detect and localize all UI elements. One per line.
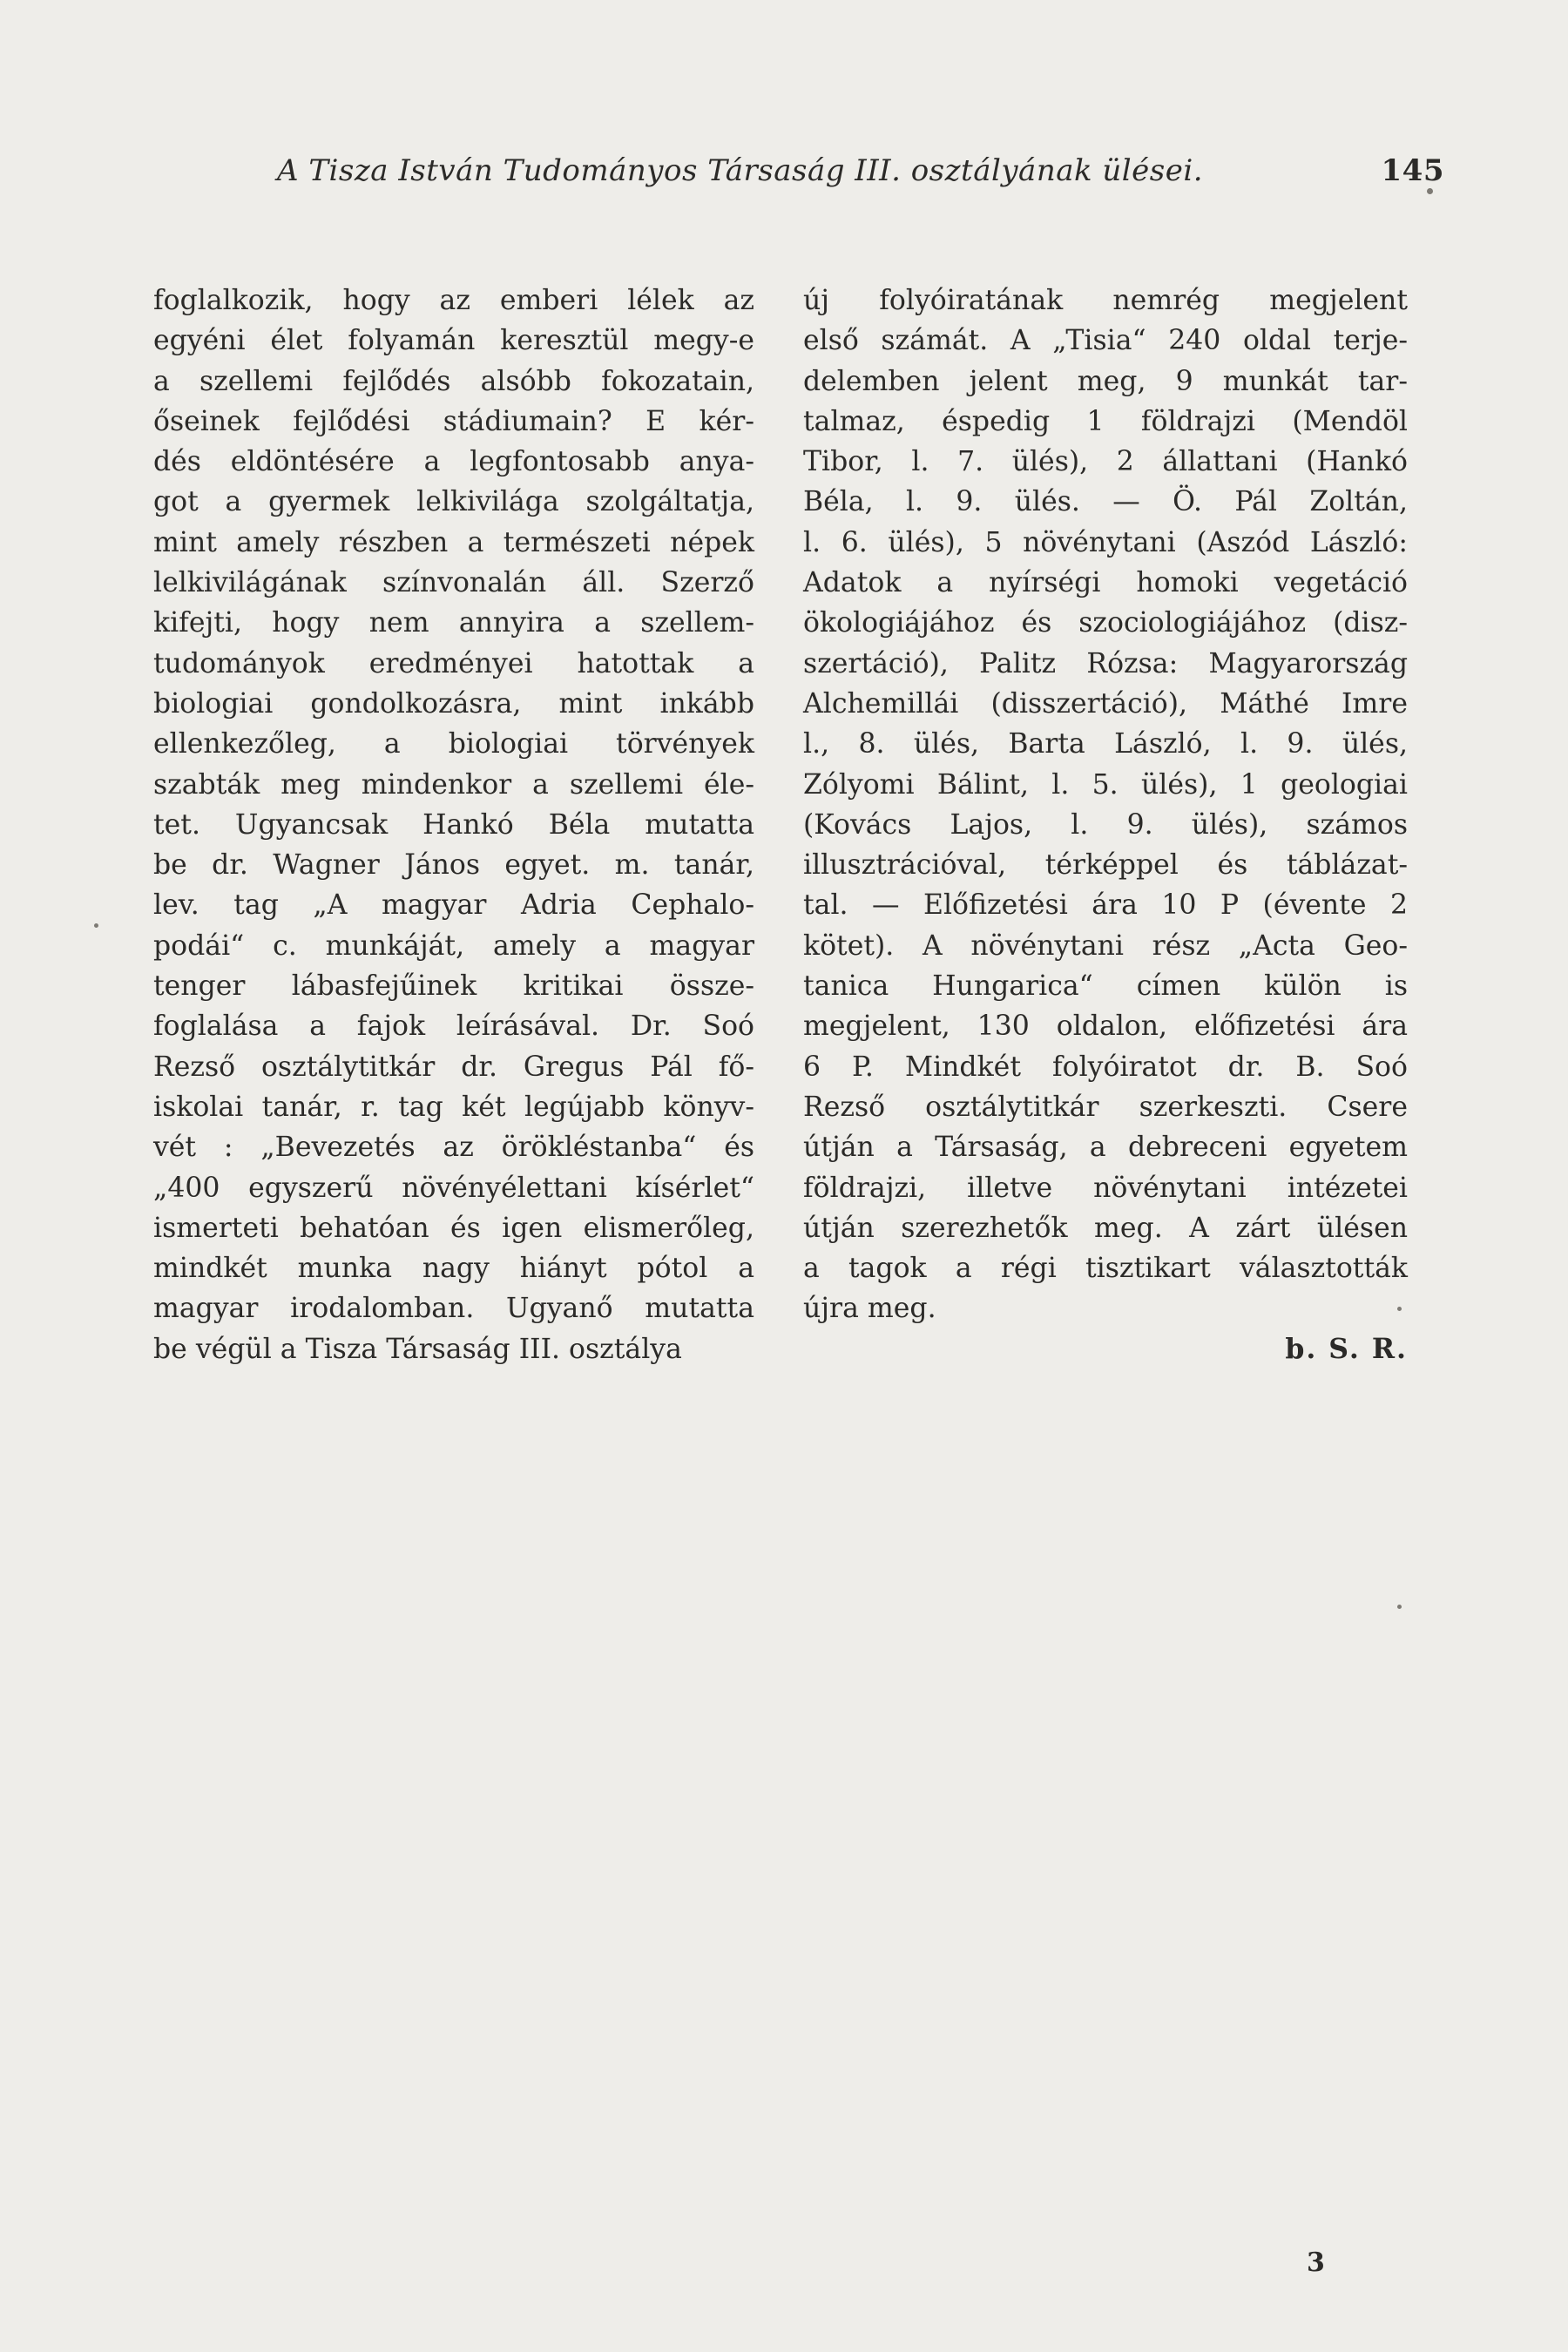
page-number: 145 [1381, 153, 1444, 188]
text-line: foglalkozik, hogy az emberi lélek az [153, 285, 754, 316]
text-line: biologiai gondolkozásra, mint inkább [153, 687, 754, 720]
text-line: iskolai tanár, r. tag két legújabb könyv- [153, 1091, 754, 1123]
text-line: első számát. A „Tisia“ 240 oldal terje- [803, 325, 1408, 357]
text-line: magyar irodalomban. Ugyanő mutatta [153, 1293, 754, 1325]
text-line: Zólyomi Bálint, l. 5. ülés), 1 geologiai [803, 768, 1408, 801]
text-line: útján a Társaság, a debreceni egyetem [803, 1132, 1408, 1164]
text-line: tudományok eredményei hatottak a [153, 647, 754, 679]
text-line: podái“ c. munkáját, amely a magyar [153, 929, 754, 962]
text-line: Rezső osztálytitkár szerkeszti. Csere [803, 1091, 1408, 1123]
text-line: földrajzi, illetve növénytani intézetei [803, 1172, 1408, 1204]
text-line: vét : „Bevezetés az örökléstanba“ és [153, 1132, 754, 1164]
print-speck [94, 923, 98, 928]
text-line: kifejti, hogy nem annyira a szellem- [153, 607, 754, 639]
signature: b. S. R. [1285, 1332, 1408, 1365]
text-line: talmaz, éspedig 1 földrajzi (Mendöl [803, 405, 1408, 437]
text-line: „400 egyszerű növényélettani kísérlet“ [153, 1172, 754, 1204]
text-line: Béla, l. 9. ülés. — Ö. Pál Zoltán, [803, 486, 1408, 518]
text-line: (Kovács Lajos, l. 9. ülés), számos [803, 808, 1408, 841]
text-line: egyéni élet folyamán keresztül megy-e [153, 325, 754, 357]
text-line: got a gyermek lelkivilága szolgáltatja, [153, 486, 754, 518]
text-line: dés eldöntésére a legfontosabb anya- [153, 446, 754, 478]
text-line: új folyóiratának nemrég megjelent [803, 285, 1408, 316]
text-line: ellenkezőleg, a biologiai törvények [153, 728, 754, 760]
text-line: megjelent, 130 oldalon, előfizetési ára [803, 1010, 1408, 1043]
text-line: őseinek fejlődési stádiumain? E kér- [153, 405, 754, 437]
text-line: újra meg. [803, 1293, 936, 1325]
text-line: tenger lábasfejűinek kritikai össze- [153, 970, 754, 1003]
text-line: be dr. Wagner János egyet. m. tanár, [153, 849, 754, 882]
text-line: tet. Ugyancsak Hankó Béla mutatta [153, 808, 754, 841]
text-line: Alchemillái (disszertáció), Máthé Imre [803, 687, 1408, 720]
text-line: 6 P. Mindkét folyóiratot dr. B. Soó [803, 1051, 1408, 1083]
text-line: a szellemi fejlődés alsóbb fokozatain, [153, 365, 754, 397]
text-line: Tibor, l. 7. ülés), 2 állattani (Hankó [803, 446, 1408, 478]
print-speck [1397, 1307, 1402, 1311]
sheet-number: 3 [1307, 2247, 1325, 2278]
running-title: A Tisza István Tudományos Társaság III. osztályának ülései. [277, 153, 1204, 188]
text-line: lev. tag „A magyar Adria Cephalo- [153, 889, 754, 922]
text-line: tanica Hungarica“ címen külön is [803, 970, 1408, 1003]
text-line: mint amely részben a természeti népek [153, 526, 754, 558]
text-line: Rezső osztálytitkár dr. Gregus Pál fő- [153, 1051, 754, 1083]
text-line: útján szerezhetők meg. A zárt ülésen [803, 1212, 1408, 1244]
text-line: tal. — Előfizetési ára 10 P (évente 2 [803, 889, 1408, 922]
text-line: ismerteti behatóan és igen elismerőleg, [153, 1212, 754, 1244]
text-line: szabták meg mindenkor a szellemi éle- [153, 768, 754, 801]
text-line: Adatok a nyírségi homoki vegetáció [803, 567, 1408, 599]
text-line: delemben jelent meg, 9 munkát tar- [803, 365, 1408, 397]
print-speck [1427, 188, 1433, 194]
text-line: mindkét munka nagy hiányt pótol a [153, 1253, 754, 1285]
text-line: foglalása a fajok leírásával. Dr. Soó [153, 1010, 754, 1043]
text-line: l., 8. ülés, Barta László, l. 9. ülés, [803, 728, 1408, 760]
right-column [803, 280, 1408, 1369]
text-line: be végül a Tisza Társaság III. osztálya [153, 1333, 682, 1365]
text-line: l. 6. ülés), 5 növénytani (Aszód László: [803, 526, 1408, 558]
text-line: a tagok a régi tisztikart választották [803, 1253, 1408, 1285]
text-line: ökologiájához és szociologiájához (disz- [803, 607, 1408, 639]
text-line: szertáció), Palitz Rózsa: Magyarország [803, 647, 1408, 679]
text-line: illusztrációval, térképpel és táblázat- [803, 849, 1408, 882]
print-speck [1397, 1605, 1402, 1609]
text-line: kötet). A növénytani rész „Acta Geo- [803, 929, 1408, 962]
left-column [153, 280, 754, 1369]
text-line: lelkivilágának színvonalán áll. Szerző [153, 567, 754, 599]
